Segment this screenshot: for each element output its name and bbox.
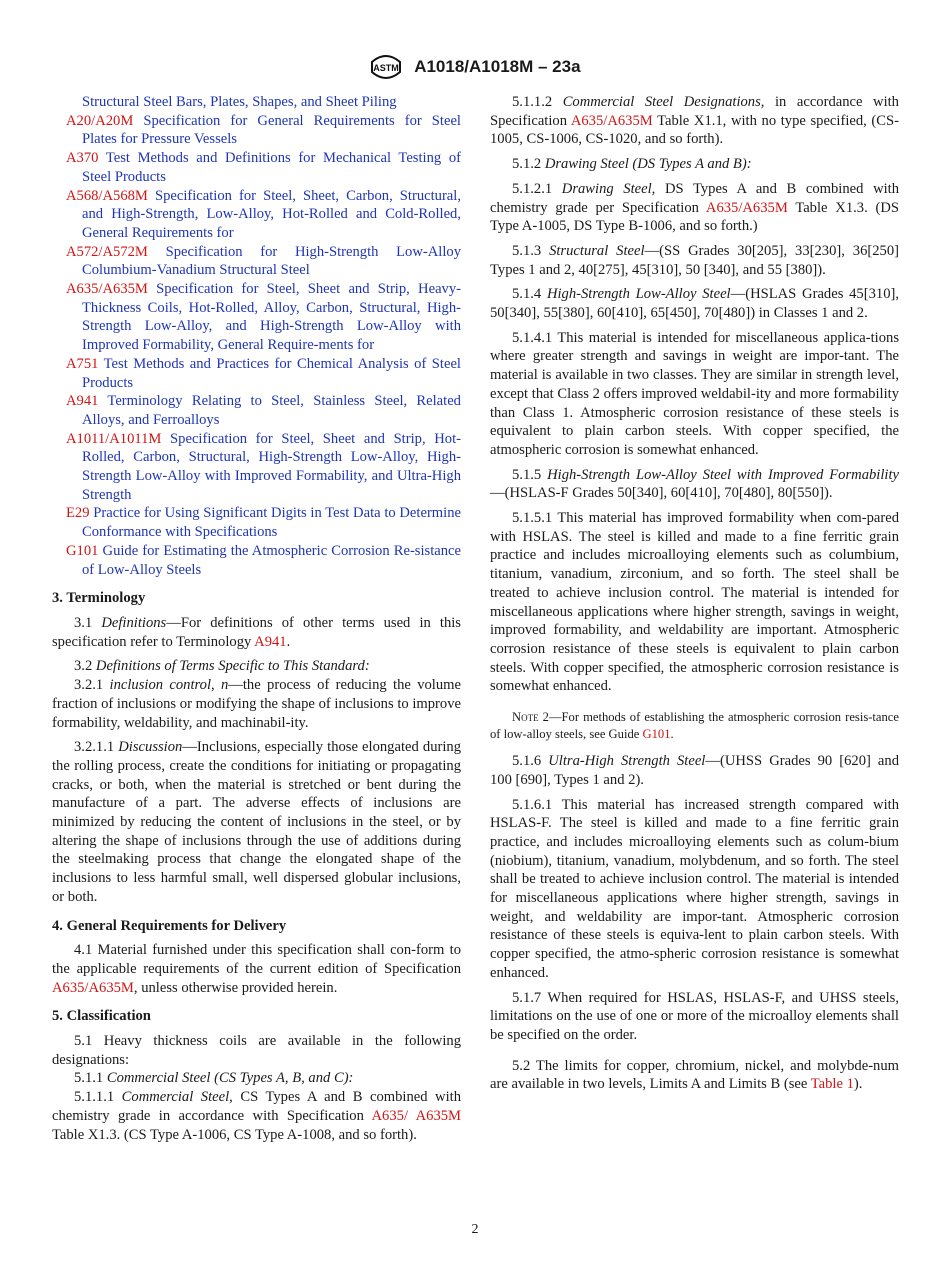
reference-item[interactable]: A568/A568M Specification for Steel, Sheet, Carbon, Structural, and High-Strength, Low-Alloy, Hot-Rolled and Cold-Rolled, General Requirements for bbox=[66, 187, 461, 241]
link-a635[interactable]: A635/A635M bbox=[52, 979, 134, 996]
reference-item[interactable]: E29 Practice for Using Significant Digits in Test Data to Determine Conformance with Specifications bbox=[66, 505, 461, 541]
paragraph-5-1-4: 5.1.4 High-Strength Low-Alloy Steel—(HSLAS Grades 45[310], 50[340], 55[380], 60[410], 65[450], 70[480]) in Classes 1 and 2. bbox=[490, 286, 899, 322]
paragraph-5-2: 5.2 The limits for copper, chromium, nickel, and molybde-num are available in two levels, Limits A and Limits B (see Table 1). bbox=[490, 1057, 899, 1093]
reference-list bbox=[52, 93, 461, 579]
section-heading-delivery: 4. General Requirements for Delivery bbox=[52, 917, 287, 934]
paragraph-5-1-5: 5.1.5 High-Strength Low-Alloy Steel with Improved Formability—(HSLAS-F Grades 50[340], 60[410], 70[480], 80[550]). bbox=[490, 466, 899, 502]
paragraph-3-1: 3.1 Definitions—For definitions of other terms used in this specification refer to Terminology A941. bbox=[52, 614, 461, 650]
note-2: Note 2—For methods of establishing the atmospheric corrosion resis-tance of low-alloy steels, see Guide G101. bbox=[490, 710, 899, 742]
designation: A1018/A1018M – 23a bbox=[414, 57, 581, 76]
paragraph-5-1-1: 5.1.1 Commercial Steel (CS Types A, B, and C): bbox=[74, 1070, 354, 1087]
paragraph-3-2-1-1: 3.2.1.1 Discussion—Inclusions, especially those elongated during the rolling process, create the conditions for initiating or propagating cracks, or both, when the material is stretched or bent during the manufacture of a part. The adverse effects of inclusions are minimized by reducing the content of inclusions in the steel, or by altering the shape of inclusions through the use of additions during the steelmaking process that change the elongated shape of the inclusions to less harmful small, well dispersed globular inclusions, or both. bbox=[52, 739, 462, 905]
link-a635[interactable]: A635/A635M bbox=[570, 112, 653, 129]
link-a635[interactable]: A635/A635M bbox=[705, 199, 788, 216]
reference-item[interactable]: A635/A635M Specification for Steel, Sheet and Strip, Heavy-Thickness Coils, Hot-Rolled, Alloy, Carbon, Structural, High-Strength Low-Alloy, and High-Strength Low-Alloy with Improved Formability, General Require-ments for bbox=[66, 281, 462, 354]
reference-item[interactable]: A941 Terminology Relating to Steel, Stainless Steel, Related Alloys, and Ferroalloys bbox=[66, 393, 461, 428]
paragraph-5-1-5-1: 5.1.5.1 This material has improved formability when com-pared with HSLAS. The steel is killed and made to a fine ferritic grain practice and includes microalloying elements such as columbium, titanium, vanadium, zirconium, and so forth. The steel shall be treated to achieve inclusion control. The material is intended for miscellaneous applications where higher strength, savings in weight, improved formability, and weldability are important. Atmospheric corrosion resistance of these steels is equivalent to plain carbon steels. With copper specified, the atmospheric corrosion resistance is somewhat enhanced. bbox=[490, 510, 899, 695]
paragraph-4-1: 4.1 Material furnished under this specification shall con-form to the applicable requirements of the current edition of Specification A635/A635M, unless otherwise provided herein. bbox=[52, 942, 461, 996]
reference-item[interactable]: A751 Test Methods and Practices for Chemical Analysis of Steel Products bbox=[66, 355, 461, 391]
reference-item[interactable]: A572/A572M Specification for High-Strength Low-Alloy Columbium-Vanadium Structural Steel bbox=[66, 243, 461, 279]
paragraph-5-1-2: 5.1.2 Drawing Steel (DS Types A and B): bbox=[512, 156, 752, 173]
page-number: 2 bbox=[471, 1222, 479, 1237]
right-column bbox=[490, 93, 899, 1094]
section-heading-terminology: 3. Terminology bbox=[52, 590, 146, 607]
paragraph-5-1-1-1: 5.1.1.1 Commercial Steel, CS Types A and B combined with chemistry grade in accordance with Specification A635/ A635M Table X1.3. (CS Type A-1006, CS Type A-1008, and so forth). bbox=[52, 1089, 462, 1143]
paragraph-3-2-1: 3.2.1 inclusion control, n—the process of reducing the volume fraction of inclusions or modifying the shape of inclusions to improve formability, weldability, and machinabil-ity. bbox=[52, 677, 461, 731]
paragraph-5-1-1-2: 5.1.1.2 Commercial Steel Designations, in accordance with Specification A635/A635M Table X1.1, with no type specified, (CS-1005, CS-1006, CS-1020, and so forth). bbox=[490, 94, 899, 148]
astm-logo-icon bbox=[369, 52, 403, 82]
paragraph-5-1-2-1: 5.1.2.1 Drawing Steel, DS Types A and B combined with chemistry grade per Specification A635/A635M Table X1.3. (DS Type A-1005, DS Type B-1006, and so forth.) bbox=[490, 180, 900, 235]
paragraph-5-1: 5.1 Heavy thickness coils are available in the following designations: bbox=[52, 1033, 461, 1068]
reference-item[interactable]: A1011/A1011M Specification for Steel, Sheet and Strip, Hot-Rolled, Carbon, Structural, High-Strength Low-Alloy, High-Strength Low-Alloy with Improved Formability, and Ultra-High Strength bbox=[66, 430, 461, 503]
link-a635[interactable]: A635/ A635M bbox=[371, 1107, 462, 1124]
link-g101[interactable]: G101 bbox=[642, 727, 671, 742]
reference-item[interactable]: A370 Test Methods and Definitions for Mechanical Testing of Steel Products bbox=[66, 150, 461, 185]
paragraph-5-1-7: 5.1.7 When required for HSLAS, HSLAS-F, and UHSS steels, limitations on the use of one or more of the microalloy elements shall be specified on the order. bbox=[490, 989, 899, 1043]
paragraph-3-2: 3.2 Definitions of Terms Specific to This Standard: bbox=[74, 658, 370, 675]
reference-item[interactable]: Structural Steel Bars, Plates, Shapes, and Sheet Piling bbox=[82, 94, 397, 110]
section-heading-classification: 5. Classification bbox=[52, 1008, 151, 1025]
paragraph-5-1-4-1: 5.1.4.1 This material is intended for miscellaneous applica-tions where greater strength and savings in weight are impor-tant. The material is available in two classes. They are similar in strength level, except that Class 2 offers improved weldabil-ity and more formability than Class 1. Atmospheric corrosion resistance of these steels is equivalent to plain carbon steels. With copper specified, the atmospheric corrosion is somewhat enhanced. bbox=[490, 329, 899, 458]
paragraph-5-1-3: 5.1.3 Structural Steel—(SS Grades 30[205], 33[230], 36[250] Types 1 and 2, 40[275], 45[310], 50 [340], and 55 [380]). bbox=[490, 242, 899, 278]
page-header bbox=[0, 52, 950, 82]
link-table-1[interactable]: Table 1 bbox=[810, 1076, 854, 1093]
paragraph-5-1-6-1: 5.1.6.1 This material has increased strength compared with HSLAS-F. The steel is killed and made to a fine ferritic grain practice, and includes microalloying elements such as colum-bium (niobium), titanium, vanadium, molybdenum, and so forth. The steel shall be treated to achieve inclusion control. The material is intended for miscellaneous applications where higher strength, savings in weight, and weldability are impor-tant. Atmospheric corrosion resistance of these steels is equiva-lent to plain carbon steels. With copper specified, the atmo-spheric corrosion resistance is somewhat enhanced. bbox=[490, 796, 899, 981]
left-column bbox=[52, 93, 461, 1144]
paragraph-5-1-6: 5.1.6 Ultra-High Strength Steel—(UHSS Grades 90 [620] and 100 [690], Types 1 and 2). bbox=[490, 753, 900, 788]
reference-item[interactable]: G101 Guide for Estimating the Atmospheric Corrosion Re-sistance of Low-Alloy Steels bbox=[66, 542, 462, 578]
reference-item[interactable]: A20/A20M Specification for General Requirements for Steel Plates for Pressure Vessels bbox=[66, 112, 461, 148]
link-a941[interactable]: A941 bbox=[254, 633, 287, 650]
svg-text:ASTM: ASTM bbox=[373, 63, 400, 73]
